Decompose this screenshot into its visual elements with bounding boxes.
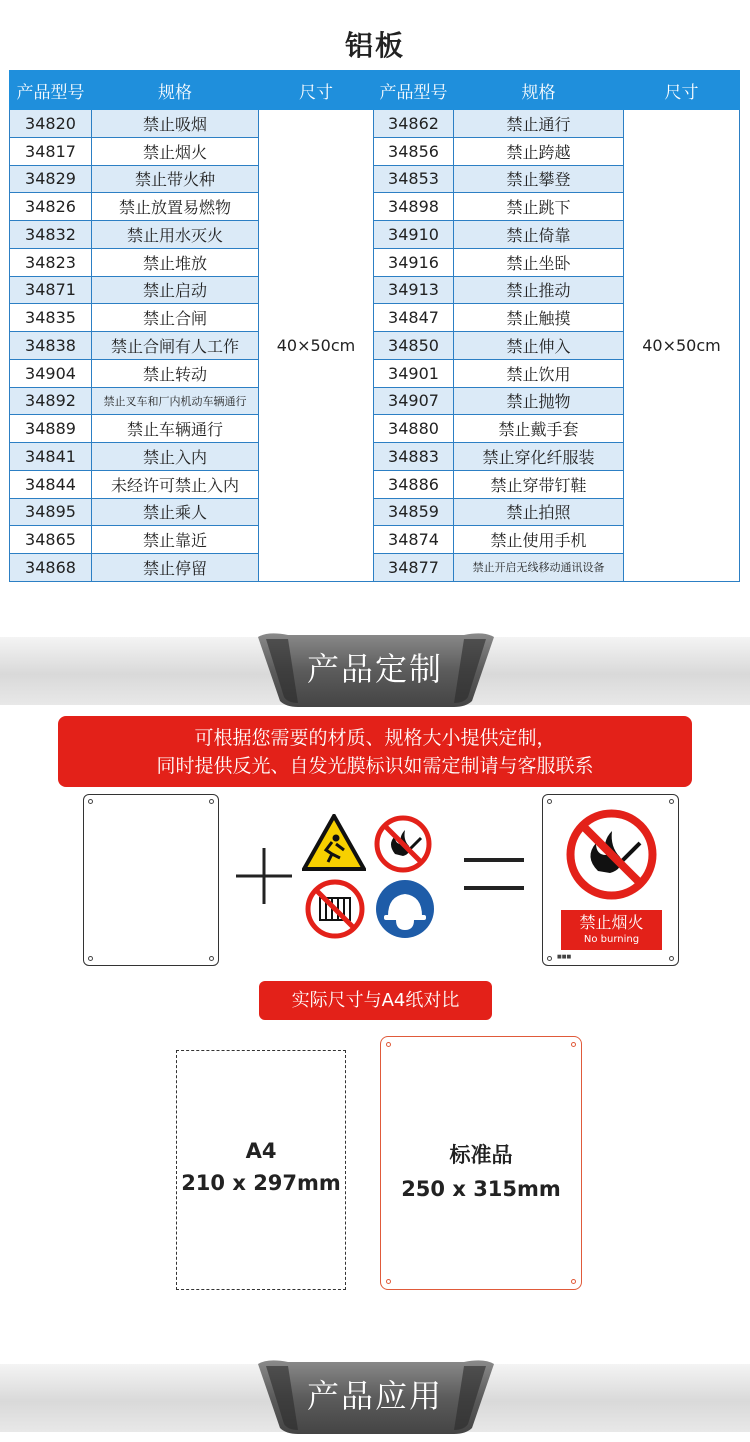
right-model-cell: 34910 bbox=[374, 221, 454, 249]
left-spec-cell: 禁止合闸 bbox=[92, 304, 259, 332]
no-burning-icon bbox=[373, 814, 433, 874]
sign-label bbox=[561, 910, 662, 950]
right-spec-cell: 禁止跨越 bbox=[454, 137, 624, 165]
screw-hole bbox=[88, 799, 93, 804]
standard-name: 标准品 bbox=[449, 1143, 513, 1167]
right-model-cell: 34850 bbox=[374, 332, 454, 360]
left-spec-cell: 禁止带火种 bbox=[92, 165, 259, 193]
left-model-cell: 34817 bbox=[10, 137, 92, 165]
right-spec-cell: 禁止戴手套 bbox=[454, 415, 624, 443]
right-spec-cell: 禁止使用手机 bbox=[454, 526, 624, 554]
left-model-cell: 34829 bbox=[10, 165, 92, 193]
left-model-cell: 34826 bbox=[10, 193, 92, 221]
product-table bbox=[9, 70, 740, 582]
left-spec-cell: 禁止车辆通行 bbox=[92, 415, 259, 443]
compare-label: 实际尺寸与A4纸对比 bbox=[259, 981, 492, 1020]
right-spec-cell: 禁止推动 bbox=[454, 276, 624, 304]
table-row bbox=[10, 110, 740, 138]
left-spec-cell: 禁止吸烟 bbox=[92, 110, 259, 138]
right-spec-cell: 禁止抛物 bbox=[454, 387, 624, 415]
screw-hole bbox=[386, 1042, 391, 1047]
left-spec-cell: 禁止用水灭火 bbox=[92, 221, 259, 249]
right-spec-cell: 禁止拍照 bbox=[454, 498, 624, 526]
screw-hole bbox=[209, 956, 214, 961]
right-model-cell: 34901 bbox=[374, 359, 454, 387]
a4-paper bbox=[176, 1050, 346, 1290]
right-model-cell: 34907 bbox=[374, 387, 454, 415]
left-model-cell: 34868 bbox=[10, 554, 92, 582]
custom-notice-line1: 可根据您需要的材质、规格大小提供定制， bbox=[194, 727, 556, 749]
left-spec-cell: 禁止放置易燃物 bbox=[92, 193, 259, 221]
left-model-cell: 34823 bbox=[10, 248, 92, 276]
screw-hole bbox=[547, 799, 552, 804]
usage-banner-title: 产品应用 bbox=[306, 1377, 443, 1415]
right-model-cell: 34913 bbox=[374, 276, 454, 304]
right-model-cell: 34862 bbox=[374, 110, 454, 138]
right-model-cell: 34847 bbox=[374, 304, 454, 332]
right-model-cell: 34898 bbox=[374, 193, 454, 221]
header-model-left: 产品型号 bbox=[10, 71, 92, 110]
screw-hole bbox=[386, 1279, 391, 1284]
right-model-cell: 34886 bbox=[374, 470, 454, 498]
equals-icon bbox=[464, 856, 524, 892]
left-spec-cell: 禁止靠近 bbox=[92, 526, 259, 554]
header-spec-right: 规格 bbox=[454, 71, 624, 110]
screw-hole bbox=[669, 956, 674, 961]
custom-banner-title: 产品定制 bbox=[306, 650, 443, 688]
header-size-left: 尺寸 bbox=[259, 71, 374, 110]
sign-label-cn: 禁止烟火 bbox=[579, 913, 644, 932]
screw-hole bbox=[547, 956, 552, 961]
left-model-cell: 34832 bbox=[10, 221, 92, 249]
right-spec-cell: 禁止开启无线移动通讯设备 bbox=[454, 554, 624, 582]
size-cell-right: 40×50cm bbox=[624, 110, 740, 582]
warning-fall-icon bbox=[302, 814, 366, 872]
right-spec-cell: 禁止饮用 bbox=[454, 359, 624, 387]
left-spec-cell: 禁止烟火 bbox=[92, 137, 259, 165]
standard-plate bbox=[380, 1036, 582, 1290]
right-model-cell: 34853 bbox=[374, 165, 454, 193]
right-spec-cell: 禁止倚靠 bbox=[454, 221, 624, 249]
left-spec-cell: 禁止转动 bbox=[92, 359, 259, 387]
left-model-cell: 34871 bbox=[10, 276, 92, 304]
right-model-cell: 34856 bbox=[374, 137, 454, 165]
left-model-cell: 34844 bbox=[10, 470, 92, 498]
page-title: 铝板 bbox=[344, 29, 405, 62]
header-spec-left: 规格 bbox=[92, 71, 259, 110]
brand-mark: ■■■ bbox=[557, 954, 572, 960]
plus-icon bbox=[236, 848, 292, 904]
left-model-cell: 34835 bbox=[10, 304, 92, 332]
table-header-row bbox=[10, 71, 740, 110]
right-spec-cell: 禁止穿带钉鞋 bbox=[454, 470, 624, 498]
no-barrier-icon bbox=[304, 878, 366, 940]
header-size-right: 尺寸 bbox=[624, 71, 740, 110]
left-model-cell: 34820 bbox=[10, 110, 92, 138]
custom-notice-line2: 同时提供反光、自发光膜标识如需定制请与客服联系 bbox=[156, 755, 594, 777]
screw-hole bbox=[209, 799, 214, 804]
screw-hole bbox=[88, 956, 93, 961]
a4-name: A4 bbox=[245, 1139, 277, 1163]
left-model-cell: 34841 bbox=[10, 443, 92, 471]
right-model-cell: 34877 bbox=[374, 554, 454, 582]
left-model-cell: 34838 bbox=[10, 332, 92, 360]
standard-size: 250 x 315mm bbox=[401, 1177, 561, 1201]
right-model-cell: 34916 bbox=[374, 248, 454, 276]
finished-sign bbox=[542, 794, 679, 966]
right-spec-cell: 禁止攀登 bbox=[454, 165, 624, 193]
left-model-cell: 34865 bbox=[10, 526, 92, 554]
header-model-right: 产品型号 bbox=[374, 71, 454, 110]
right-model-cell: 34883 bbox=[374, 443, 454, 471]
left-spec-cell: 未经许可禁止入内 bbox=[92, 470, 259, 498]
left-model-cell: 34892 bbox=[10, 387, 92, 415]
right-spec-cell: 禁止跳下 bbox=[454, 193, 624, 221]
left-spec-cell: 禁止停留 bbox=[92, 554, 259, 582]
left-spec-cell: 禁止启动 bbox=[92, 276, 259, 304]
screw-hole bbox=[669, 799, 674, 804]
right-spec-cell: 禁止坐卧 bbox=[454, 248, 624, 276]
screw-hole bbox=[571, 1042, 576, 1047]
right-spec-cell: 禁止触摸 bbox=[454, 304, 624, 332]
left-model-cell: 34895 bbox=[10, 498, 92, 526]
left-model-cell: 34904 bbox=[10, 359, 92, 387]
no-burning-icon bbox=[564, 807, 659, 902]
size-cell-left: 40×50cm bbox=[259, 110, 374, 582]
usage-banner bbox=[0, 1364, 750, 1432]
right-model-cell: 34859 bbox=[374, 498, 454, 526]
blank-plate bbox=[83, 794, 219, 966]
custom-notice bbox=[58, 716, 692, 787]
a4-size: 210 x 297mm bbox=[181, 1171, 341, 1195]
left-spec-cell: 禁止叉车和厂内机动车辆通行 bbox=[92, 387, 259, 415]
helmet-icon bbox=[374, 878, 436, 940]
left-model-cell: 34889 bbox=[10, 415, 92, 443]
right-spec-cell: 禁止穿化纤服装 bbox=[454, 443, 624, 471]
left-spec-cell: 禁止堆放 bbox=[92, 248, 259, 276]
right-spec-cell: 禁止通行 bbox=[454, 110, 624, 138]
left-spec-cell: 禁止乘人 bbox=[92, 498, 259, 526]
screw-hole bbox=[571, 1279, 576, 1284]
left-spec-cell: 禁止合闸有人工作 bbox=[92, 332, 259, 360]
right-spec-cell: 禁止伸入 bbox=[454, 332, 624, 360]
sign-label-en: No burning bbox=[583, 934, 640, 945]
left-spec-cell: 禁止入内 bbox=[92, 443, 259, 471]
right-model-cell: 34880 bbox=[374, 415, 454, 443]
custom-banner bbox=[0, 637, 750, 705]
right-model-cell: 34874 bbox=[374, 526, 454, 554]
